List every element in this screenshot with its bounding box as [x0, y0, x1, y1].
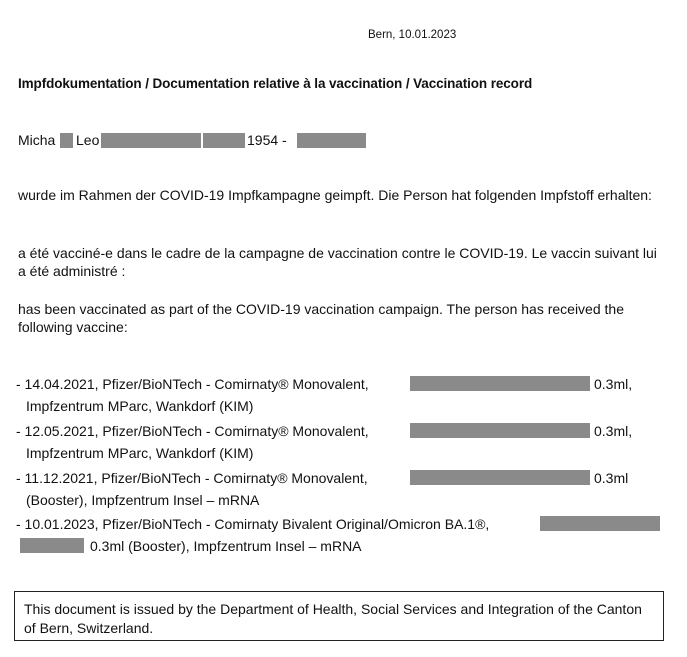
- redaction-block: [60, 133, 73, 148]
- redaction-block: [297, 133, 366, 148]
- statement-french: a été vacciné-e dans le cadre de la campagne de vaccination contre le COVID-19. Le vaccin suivant lui a été administré :: [18, 245, 657, 279]
- redaction-block: [20, 538, 84, 553]
- vaccination-entry-line1: - 11.12.2021, Pfizer/BioNTech - Comirnaty® Monovalent,: [16, 470, 368, 486]
- redaction-block: [410, 423, 590, 438]
- birth-year-visible: 1954 -: [247, 132, 287, 148]
- statement-german: wurde im Rahmen der COVID-19 Impfkampagne geimpft. Die Person hat folgenden Impfstoff erhalten:: [18, 187, 652, 203]
- vaccination-dose: 0.3ml,: [594, 376, 633, 392]
- document-title: Impfdokumentation / Documentation relative à la vaccination / Vaccination record: [18, 76, 533, 91]
- vaccination-entry-line1: - 12.05.2021, Pfizer/BioNTech - Comirnaty® Monovalent,: [16, 423, 369, 439]
- redaction-block: [410, 376, 590, 391]
- statement-english: has been vaccinated as part of the COVID-19 vaccination campaign. The person has received the following vaccine:: [18, 301, 624, 335]
- vaccination-entry-line2: 0.3ml (Booster), Impfzentrum Insel – mRNA: [90, 538, 362, 554]
- redaction-block: [410, 470, 590, 485]
- issuer-notice-box: This document is issued by the Department of Health, Social Services and Integration of the Canton of Bern, Switzerland.: [14, 591, 664, 641]
- vaccination-entry-line2: Impfzentrum MParc, Wankdorf (KIM): [26, 445, 254, 461]
- vaccination-entry-line1: - 10.01.2023, Pfizer/BioNTech - Comirnaty Bivalent Original/Omicron BA.1®,: [16, 516, 490, 532]
- vaccination-dose: 0.3ml: [594, 470, 629, 486]
- vaccination-entry-line2: (Booster), Impfzentrum Insel – mRNA: [26, 492, 260, 508]
- redaction-block: [101, 133, 201, 148]
- redaction-block: [540, 516, 660, 531]
- vaccination-entry-line2: Impfzentrum MParc, Wankdorf (KIM): [26, 398, 254, 414]
- redaction-block: [203, 133, 245, 148]
- document-date: Bern, 10.01.2023: [368, 29, 457, 41]
- vaccination-dose: 0.3ml,: [594, 423, 633, 439]
- middle-name-visible: Leo: [76, 132, 100, 148]
- vaccination-entry-line1: - 14.04.2021, Pfizer/BioNTech - Comirnaty® Monovalent,: [16, 376, 369, 392]
- first-name-visible: Micha: [18, 132, 56, 148]
